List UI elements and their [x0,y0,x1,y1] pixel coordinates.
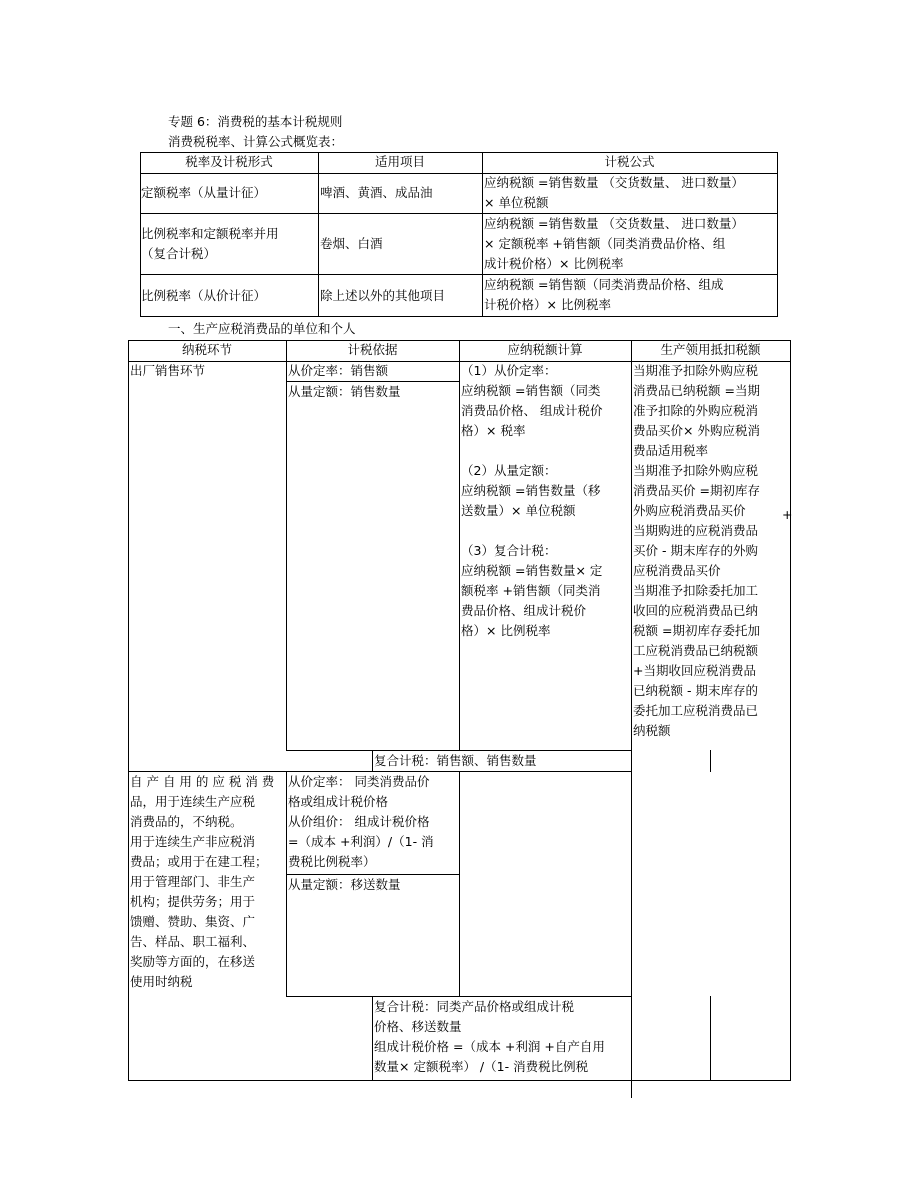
table1-row3-formula: 应纳税额 =销售额（同类消费品价格、组成 计税价格）× 比例税率 [484,277,724,312]
table1-row3-form: 比例税率（从价计征） [141,288,267,303]
table1-row1-items: 啤酒、黄酒、成品油 [320,185,433,200]
table2-header-calc: 应纳税额计算 [507,342,583,357]
factory-basis-specific: 从量定额：销售数量 [288,384,401,399]
table1-row1-formula: 应纳税额 =销售数量 （交货数量、 进口数量） × 单位税额 [484,175,744,210]
factory-compound-basis: 复合计税：销售额、销售数量 [374,753,537,768]
table2-header-basis: 计税依据 [347,342,398,357]
table1-row2-items: 卷烟、白酒 [320,236,383,251]
factory-sale-link: 出厂销售环节 [130,363,206,378]
table1-row2-form: 比例税率和定额税率并用 （复合计税） [141,226,279,261]
table1-row3-items: 除上述以外的其他项目 [320,288,446,303]
table1-header-form: 税率及计税形式 [185,154,273,169]
table1-header-formula: 计税公式 [604,154,655,169]
self-use-link: 自 产 自 用 的 应 税 消 费 品，用于连续生产应税 消费品的，不纳税。 用于连续生产非应税消 费品；或用于在建工程； 用于管理部门、非生产 机构；提供劳务；用于 馈赠、赞助、集资、广 告、样品、职工福利、 奖励等方面的，在移送 使用时纳税 [130,774,275,989]
page-title: 专题 6：消费税的基本计税规则 [168,114,343,129]
factory-tax-calculation: （1）从价定率： 应纳税额 =销售额（同类 消费品价格、 组成计税价 格）× 税率 （2）从量定额： 应纳税额 =销售数量（移 送数量）× 单位税额 （3）复合计税： 应纳税额 =销售数量× 定 额税率 +销售额（同类消 费品价格、组成计税价 格）× 比例税率 [461,363,603,638]
deduction-description: 当期准予扣除外购应税 消费品已纳税额 =当期 准予扣除的外购应税消 费品买价× 外购应税消 费品适用税率 当期准予扣除外购应税 消费品买价 =期初库存 外购应税消费品买价 当期购进的应税消费品 买价 - 期末库存的外购 应税消费品买价 当期准予扣除委托加工 收回的应税消费品已纳 税额 =期初库存委托加 工应税消费品已纳税额 +当期收回应税消费品 已纳税额 - 期末库存的 委托加工应税消费品已 纳税额 [633,363,760,738]
table1-row2-formula: 应纳税额 =销售数量 （交货数量、 进口数量） × 定额税率 +销售额（同类消费品价格、组 成计税价格）× 比例税率 [484,216,744,271]
section-heading: 一、生产应税消费品的单位和个人 [168,321,356,336]
self-use-basis-ad-valorem: 从价定率： 同类消费品价 格或组成计税价格 从价组价： 组成计税价格 =（成本 +利润）/（1- 消 费税比例税率） [288,774,434,869]
self-use-compound-basis: 复合计税：同类产品价格或组成计税 价格、移送数量 组成计税价格 =（成本 +利润 +自产自用 数量× 定额税率） /（1- 消费税比例税 [374,999,605,1074]
table2-header-link: 纳税环节 [181,342,232,357]
self-use-basis-specific: 从量定额：移送数量 [288,877,401,892]
factory-basis-ad-valorem: 从价定率：销售额 [288,363,389,378]
overview-subtitle: 消费税税率、计算公式概览表： [168,134,344,149]
table1-row1-form: 定额税率（从量计征） [141,185,267,200]
table2-header-deduction: 生产领用抵扣税额 [660,342,761,357]
deduction-plus-sign: + [782,507,793,522]
table1-header-items: 适用项目 [374,154,425,169]
